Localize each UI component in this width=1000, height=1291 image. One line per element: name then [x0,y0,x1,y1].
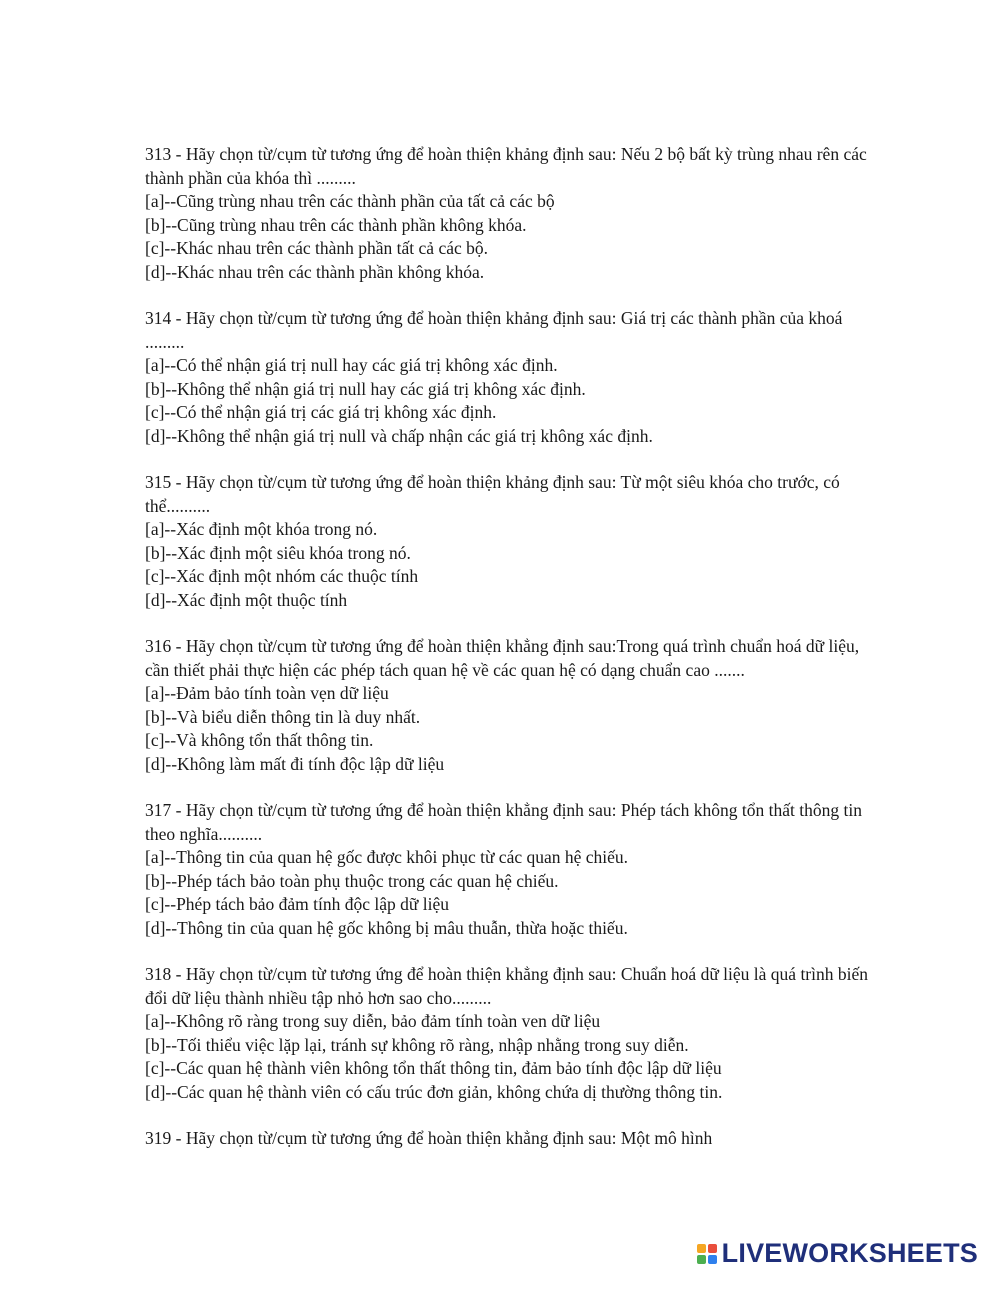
logo-text: LIVEWORKSHEETS [721,1238,978,1268]
question-stem: 317 - Hãy chọn từ/cụm từ tương ứng để hoàn thiện khẳng định sau: Phép tách không tổn thất thông tin theo nghĩa.......... [145,800,862,844]
option-b: [b]--Không thể nhận giá trị null hay các giá trị không xác định. [145,378,586,399]
option-c: [c]--Xác định một nhóm các thuộc tính [145,566,419,586]
option-a: [a]--Cũng trùng nhau trên các thành phần của tất cả các bộ [145,191,555,211]
question-317 [145,799,885,940]
worksheet-body [145,143,885,1174]
question-313 [145,143,885,284]
option-b: [b]--Tối thiểu việc lặp lại, tránh sự không rõ ràng, nhập nhằng trong suy diễn. [145,1034,689,1055]
question-stem: 318 - Hãy chọn từ/cụm từ tương ứng để hoàn thiện khẳng định sau: Chuẩn hoá dữ liệu là quá trình biến đổi dữ liệu thành nhiều tập nhỏ hơn sao cho......... [145,964,869,1008]
option-c: [c]--Phép tách bảo đảm tính độc lập dữ liệu [145,894,449,914]
logo-square-green [697,1255,706,1264]
option-c: [c]--Các quan hệ thành viên không tổn thất thông tin, đảm bảo tính độc lập dữ liệu [145,1058,722,1078]
logo-square-red [708,1244,717,1253]
question-stem: 315 - Hãy chọn từ/cụm từ tương ứng để hoàn thiện khảng định sau: Từ một siêu khóa cho trước, có thể.......... [145,472,840,516]
logo-square-blue [708,1255,717,1264]
option-a: [a]--Xác định một khóa trong nó. [145,519,378,539]
option-c: [c]--Có thể nhận giá trị các giá trị không xác định. [145,402,497,422]
logo-square-orange [697,1244,706,1253]
option-a: [a]--Thông tin của quan hệ gốc được khôi phục từ các quan hệ chiếu. [145,847,629,867]
question-stem: 313 - Hãy chọn từ/cụm từ tương ứng để hoàn thiện khảng định sau: Nếu 2 bộ bất kỳ trùng nhau rên các thành phần của khóa thì ......... [145,144,867,188]
option-b: [b]--Xác định một siêu khóa trong nó. [145,542,411,563]
option-a: [a]--Đảm bảo tính toàn vẹn dữ liệu [145,683,389,703]
liveworksheets-logo [697,1238,978,1269]
option-d: [d]--Khác nhau trên các thành phần không khóa. [145,261,485,282]
question-stem: 316 - Hãy chọn từ/cụm từ tương ứng để hoàn thiện khẳng định sau:Trong quá trình chuẩn hoá dữ liệu, cần thiết phải thực hiện các phép tách quan hệ về các quan hệ có dạng chuẩn cao ....... [145,636,860,680]
question-315 [145,471,885,612]
option-c: [c]--Khác nhau trên các thành phần tất cả các bộ. [145,238,489,258]
option-d: [d]--Các quan hệ thành viên có cấu trúc đơn giản, không chứa dị thường thông tin. [145,1081,723,1102]
option-b: [b]--Cũng trùng nhau trên các thành phần không khóa. [145,214,527,235]
question-stem: 314 - Hãy chọn từ/cụm từ tương ứng để hoàn thiện khảng định sau: Giá trị các thành phần của khoá ......... [145,308,843,352]
question-stem: 319 - Hãy chọn từ/cụm từ tương ứng để hoàn thiện khẳng định sau: Một mô hình [145,1128,713,1148]
option-a: [a]--Không rõ ràng trong suy diễn, bảo đảm tính toàn ven dữ liệu [145,1011,601,1031]
option-d: [d]--Thông tin của quan hệ gốc không bị mâu thuẫn, thừa hoặc thiếu. [145,917,628,938]
option-a: [a]--Có thể nhận giá trị null hay các giá trị không xác định. [145,355,558,375]
option-d: [d]--Không thể nhận giá trị null và chấp nhận các giá trị không xác định. [145,425,653,446]
question-319 [145,1127,885,1151]
question-314 [145,307,885,448]
option-b: [b]--Và biểu diễn thông tin là duy nhất. [145,706,421,727]
liveworksheets-logo-icon [697,1244,717,1264]
option-b: [b]--Phép tách bảo toàn phụ thuộc trong các quan hệ chiếu. [145,870,559,891]
question-316 [145,635,885,776]
question-318 [145,963,885,1104]
option-d: [d]--Không làm mất đi tính độc lập dữ liệu [145,753,445,774]
option-d: [d]--Xác định một thuộc tính [145,589,348,610]
option-c: [c]--Và không tổn thất thông tin. [145,730,374,750]
